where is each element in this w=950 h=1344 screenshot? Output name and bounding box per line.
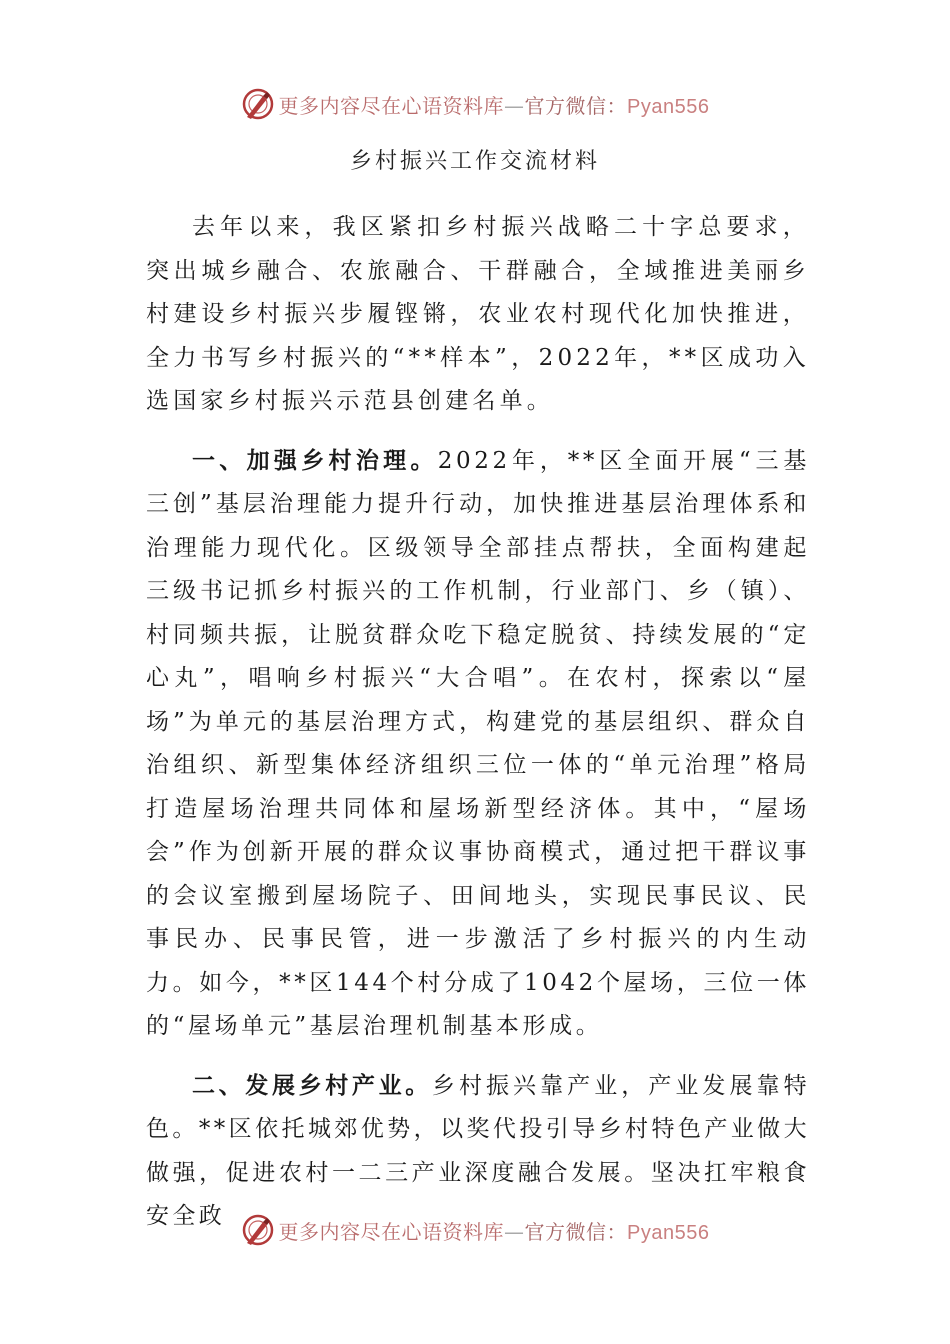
watermark-main-text: 更多内容尽在心语资料库 — [278, 93, 505, 118]
paragraph-governance — [146, 440, 810, 1049]
watermark-banner-bottom — [0, 1210, 950, 1250]
paragraph-text: 去年以来，我区紧扣乡村振兴战略二十字总要求，突出城乡融合、农旅融合、干群融合，全域推进美丽乡村建设乡村振兴步履铿锵，农业农村现代化加快推进，全力书写乡村振兴的“**样本”，2022年，**区成功入选国家乡村振兴示范县创建名单。 — [146, 214, 810, 414]
paragraph-intro — [146, 206, 810, 424]
watermark-main-text: 更多内容尽在心语资料库 — [278, 1219, 505, 1244]
paragraph-text: 2022年，**区全面开展“三基三创”基层治理能力提升行动，加快推进基层治理体系和治理能力现代化。区级领导全部挂点帮扶，全面构建起三级书记抓乡村振兴的工作机制，行业部门、乡（镇）、村同频共振，让脱贫群众吃下稳定脱贫、持续发展的“定心丸”，唱响乡村振兴“大合唱”。在农村，探索以“屋场”为单元的基层治理方式，构建党的基层组织、群众自治组织、新型集体经济组织三位一体的“单元治理”格局打造屋场治理共同体和屋场新型经济体。其中，“屋场会”作为创新开展的群众议事协商模式，通过把干群议事的会议室搬到屋场院子、田间地头，实现民事民议、民事民办、民事民管，进一步激活了乡村振兴的内生动力。如今，**区144个村分成了1042个屋场，三位一体的“屋场单元”基层治理机制基本形成。 — [146, 447, 810, 1039]
document-body — [146, 206, 810, 1255]
pen-circle-icon — [241, 1213, 275, 1247]
watermark-text — [279, 90, 710, 119]
watermark-wechat-id: Pyan556 — [627, 1221, 710, 1244]
watermark-text — [279, 1216, 710, 1245]
paragraph-lead: 一、加强乡村治理。 — [192, 447, 438, 474]
document-title: 乡村振兴工作交流材料 — [349, 149, 600, 174]
paragraph-text: 乡村振兴靠产业，产业发展靠特色。**区依托城郊优势，以奖代投引导乡村特色产业做大做强，促进农村一二三产业深度融合发展。坚决扛牢粮食安全政 — [146, 1072, 810, 1229]
watermark-banner-top — [0, 84, 950, 124]
watermark-secondary-text: 官方微信： — [524, 1219, 628, 1244]
watermark-secondary-text: 官方微信： — [524, 93, 628, 118]
paragraph-lead: 二、发展乡村产业。 — [192, 1072, 432, 1099]
watermark-separator: — — [504, 93, 525, 118]
watermark-wechat-id: Pyan556 — [627, 95, 710, 118]
watermark-separator: — — [504, 1219, 525, 1244]
pen-circle-icon — [241, 87, 275, 121]
